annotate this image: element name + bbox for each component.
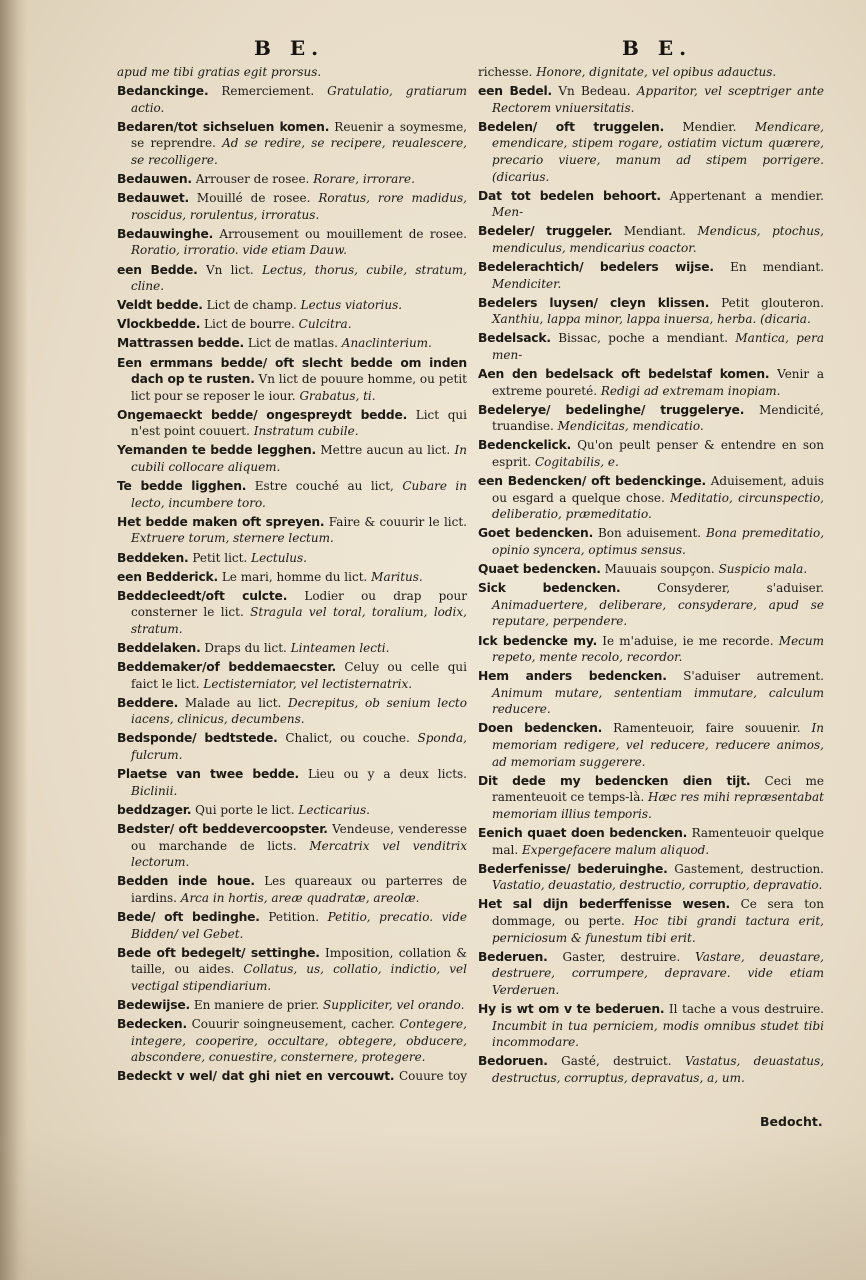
latin-gloss: Bona premeditatio, opinio syncera, optimus sensus. <box>492 526 824 558</box>
french-gloss: Bissac, poche a mendiant. <box>558 331 728 346</box>
latin-gloss: Mendicitas, mendicatio. <box>557 419 704 434</box>
french-gloss: Ramenteuoir, faire souuenir. <box>613 721 801 736</box>
french-gloss: Ie m'aduise, ie me recorde. <box>602 633 774 648</box>
dictionary-entry <box>478 330 824 363</box>
french-gloss: Lieu ou y a deux licts. <box>307 767 467 782</box>
dictionary-entry <box>478 668 824 718</box>
headword: Bedewijse. <box>117 997 190 1012</box>
french-gloss: Les quareaux ou parterres de iardins. <box>131 874 467 905</box>
headword: Hem anders bedencken. <box>478 669 667 684</box>
french-gloss: Venir a extreme poureté. <box>492 367 824 398</box>
headword: Bedelers luysen/ cleyn klissen. <box>478 295 710 310</box>
dictionary-entry <box>117 226 467 259</box>
headword: Quaet bedencken. <box>478 562 601 577</box>
headword: Bedsponde/ bedtstede. <box>117 731 278 746</box>
headword: Bedden inde houe. <box>117 874 255 889</box>
dictionary-entry <box>117 730 467 763</box>
dictionary-entry <box>117 1016 467 1066</box>
dictionary-entry <box>117 1068 467 1084</box>
latin-gloss: Vastatio, deuastatio, destructio, corruptio, depravatio. <box>492 878 823 893</box>
headword: Eenich quaet doen bedencken. <box>478 826 688 841</box>
headword: Bedaren/tot sichseluen komen. <box>117 119 330 134</box>
french-gloss: Arrousement ou mouillement de rosee. <box>219 226 467 241</box>
latin-gloss: Redigi ad extremam inopiam. <box>600 383 781 398</box>
french-gloss: Petition. <box>268 909 320 924</box>
headword: Vlockbedde. <box>117 317 201 332</box>
dictionary-entry <box>117 640 467 657</box>
latin-gloss: Petitio, precatio. vide Bidden/ vel Gebet. <box>131 909 467 941</box>
running-header-left: B E. <box>254 36 325 60</box>
french-gloss: Couure toy <box>398 1069 467 1084</box>
dictionary-entry <box>117 407 467 440</box>
dictionary-entry <box>117 945 467 995</box>
dictionary-entry <box>478 580 824 630</box>
french-gloss: Qu'on peult penser & entendre en son esprit. <box>492 438 824 470</box>
latin-gloss: Mecum repeto, mente recolo, recordor. <box>492 633 824 665</box>
latin-gloss: apud me tibi gratias egit prorsus. <box>117 65 322 79</box>
dictionary-entry <box>117 802 467 819</box>
latin-gloss: Lectulus. <box>251 550 307 565</box>
headword: Bedelen/ oft truggelen. <box>478 119 665 134</box>
latin-gloss: Hæc res mihi repræsentabat memoriam illius temporis. <box>492 790 824 821</box>
dictionary-entry <box>478 473 824 523</box>
headword: Het sal dijn bederffenisse wesen. <box>478 897 731 912</box>
french-gloss: Mendiant. <box>623 224 686 239</box>
french-gloss: Il tache a vous destruire. <box>668 1001 824 1016</box>
headword: Beddecleedt/oft culcte. <box>117 588 288 603</box>
dictionary-entry <box>478 1053 824 1084</box>
dictionary-entry <box>478 896 824 946</box>
headword: Bedeler/ truggeler. <box>478 224 613 239</box>
latin-gloss: Apparitor, vel sceptriger ante Rectorem vniuersitatis. <box>492 84 824 115</box>
french-gloss: Draps du lict. <box>204 641 287 655</box>
headword: Goet bedencken. <box>478 526 594 541</box>
latin-gloss: Cogitabilis, e. <box>534 455 619 470</box>
headword: Bederuen. <box>478 949 548 964</box>
french-gloss: Mauuais soupçon. <box>604 562 715 577</box>
headword: Beddemaker/of beddemaecster. <box>117 660 336 675</box>
latin-gloss: Decrepitus, ob senium lecto iacens, clinicus, decumbens. <box>131 695 467 727</box>
french-gloss: Ramenteuoir quelque mal. <box>492 826 824 857</box>
french-gloss: Bon aduisement. <box>597 526 702 541</box>
headword: een Bedel. <box>478 84 552 99</box>
latin-gloss: Anaclinterium. <box>341 336 432 351</box>
headword: Ick bedencke my. <box>478 633 598 648</box>
latin-gloss: Instratum cubile. <box>253 424 359 439</box>
headword: een Bedencken/ oft bedenckinge. <box>478 474 707 489</box>
headword: Bedoruen. <box>478 1054 548 1069</box>
headword: Beddeken. <box>117 550 189 565</box>
french-gloss: Mendicité, truandise. <box>492 402 824 434</box>
latin-gloss: Hoc tibi grandi tactura erit, perniciosum & funestum tibi erit. <box>492 914 824 945</box>
latin-gloss: Suppliciter, vel orando. <box>322 997 465 1012</box>
french-gloss: Gaster, destruire. <box>562 949 681 964</box>
headword: Bedecken. <box>117 1016 187 1031</box>
french-gloss: Consyderer, s'aduiser. <box>657 581 824 596</box>
french-gloss: Vn Bedeau. <box>558 84 631 99</box>
latin-gloss: Sponda, fulcrum. <box>131 731 467 763</box>
french-gloss: Lodier ou drap pour consterner le lict. <box>131 588 467 620</box>
latin-gloss: Gratulatio, gratiarum actio. <box>131 84 467 115</box>
headword: Veldt bedde. <box>117 298 203 313</box>
dictionary-entry <box>117 821 467 871</box>
french-gloss: En mendiant. <box>730 260 824 275</box>
latin-gloss: Grabatus, ti. <box>299 388 376 403</box>
headword: Bedelerachtich/ bedelers wijse. <box>478 260 714 275</box>
dictionary-entry <box>117 514 467 547</box>
dictionary-entry <box>478 259 824 292</box>
latin-gloss: Culcitra. <box>298 317 352 332</box>
headword: Bedanckinge. <box>117 84 209 99</box>
french-gloss: Celuy ou celle qui faict le lict. <box>131 660 467 691</box>
french-gloss: Estre couché au lict, <box>254 479 394 494</box>
dictionary-entry <box>117 190 467 223</box>
headword: een Bedde. <box>117 262 198 277</box>
latin-gloss: Rorare, irrorare. <box>313 172 415 187</box>
french-gloss: Lict qui n'est point couuert. <box>131 407 467 439</box>
dictionary-entry <box>478 295 824 328</box>
dictionary-entry <box>478 119 824 185</box>
french-gloss: Mettre aucun au lict. <box>320 443 451 458</box>
dictionary-entry <box>478 83 824 116</box>
dictionary-entry <box>478 825 824 858</box>
french-gloss: Imposition, collation & taille, ou aides. <box>131 945 467 977</box>
dictionary-entry <box>117 64 467 81</box>
french-gloss: Couurir soingneusement, cacher. <box>191 1016 395 1031</box>
latin-gloss: Incumbit in tua perniciem, modis omnibus studet tibi incommodare. <box>492 1018 824 1050</box>
dictionary-entry <box>117 442 467 475</box>
latin-gloss: Mantica, pera men- <box>492 331 824 362</box>
french-gloss: Mendier. <box>682 119 737 134</box>
dictionary-entry <box>117 659 467 692</box>
latin-gloss: Men- <box>492 205 524 220</box>
dictionary-entry <box>478 720 824 770</box>
headword: Doen bedencken. <box>478 721 603 736</box>
latin-gloss: In memoriam redigere, vel reducere, reducere animos, ad memoriam suggerere. <box>492 721 824 769</box>
french-gloss: Mouillé de rosee. <box>196 191 311 206</box>
dictionary-entry <box>478 1001 824 1051</box>
headword: Het bedde maken oft spreyen. <box>117 514 325 529</box>
french-gloss: En maniere de prier. <box>193 997 320 1012</box>
french-gloss: Le mari, homme du lict. <box>221 569 368 584</box>
dictionary-entry <box>117 316 467 333</box>
dictionary-entry <box>117 588 467 638</box>
dictionary-entry <box>478 633 824 666</box>
dictionary-entry <box>117 335 467 352</box>
headword: Bedauwet. <box>117 191 190 206</box>
dictionary-entry <box>117 297 467 314</box>
latin-gloss: Cubare in lecto, incumbere toro. <box>131 479 467 510</box>
dictionary-entry <box>478 773 824 823</box>
french-gloss: Malade au lict. <box>184 695 282 710</box>
latin-gloss: Collatus, us, collatio, indictio, vel vectigal stipendiarium. <box>131 962 467 993</box>
latin-gloss: Lectisterniator, vel lectisternatrix. <box>203 676 413 691</box>
headword: Plaetse van twee bedde. <box>117 767 299 782</box>
french-gloss: Aduisement, aduis ou esgard a quelque chose. <box>492 474 824 505</box>
dictionary-entry <box>478 402 824 435</box>
french-gloss: Gasté, destruict. <box>561 1054 672 1069</box>
headword: Te bedde ligghen. <box>117 479 247 494</box>
french-gloss: Remerciement. <box>221 84 315 99</box>
latin-gloss: Stragula vel toral, toralium, lodix, stratum. <box>131 605 467 636</box>
headword: Bedauwinghe. <box>117 226 214 241</box>
latin-gloss: Roratus, rore madidus, roscidus, rorulentus, irroratus. <box>131 191 467 222</box>
headword: Bedauwen. <box>117 172 192 187</box>
headword: Hy is wt om v te bederuen. <box>478 1001 665 1016</box>
headword: Bedenckelick. <box>478 438 572 453</box>
dictionary-entry <box>117 873 467 906</box>
dictionary-entry <box>478 188 824 221</box>
french-gloss: Lict de matlas. <box>247 336 338 351</box>
latin-gloss: Expergefacere malum aliquod. <box>522 842 710 857</box>
latin-gloss: Xanthiu, lappa minor, lappa inuersa, herba. (dicaria. <box>492 312 811 327</box>
french-gloss: Faire & couurir le lict. <box>328 514 467 529</box>
french-gloss: richesse. <box>478 65 533 79</box>
latin-gloss: Biclinii. <box>131 783 178 798</box>
headword: Aen den bedelsack oft bedelstaf komen. <box>478 367 770 382</box>
french-gloss: Vn lict. <box>205 262 254 277</box>
book-gutter <box>0 0 28 1280</box>
catchword: Bedocht. <box>760 1114 823 1129</box>
french-gloss: Reuenir a soymesme, se reprendre. <box>131 119 467 151</box>
dictionary-entry <box>478 949 824 999</box>
french-gloss: Chalict, ou couche. <box>285 731 410 746</box>
french-gloss: Arrouser de rosee. <box>195 172 310 187</box>
dictionary-entry <box>117 550 467 567</box>
latin-gloss: Contegere, integere, cooperire, occultare, obtegere, obducere, abscondere, conuestire, consternere, protegere. <box>131 1016 467 1065</box>
latin-gloss: Mercatrix vel venditrix lectorum. <box>131 838 467 870</box>
french-gloss: Petit lict. <box>192 550 248 565</box>
headword: Bedelerye/ bedelinghe/ truggelerye. <box>478 402 745 417</box>
dictionary-entry <box>478 525 824 558</box>
left-column <box>117 64 467 1084</box>
latin-gloss: Lecticarius. <box>298 802 370 817</box>
dictionary-entry <box>478 437 824 470</box>
headword: Bedelsack. <box>478 331 551 346</box>
latin-gloss: Linteamen lecti. <box>290 641 390 655</box>
latin-gloss: Vastatus, deuastatus, destructus, corruptus, depravatus, a, um. <box>492 1054 824 1084</box>
dictionary-entry <box>478 223 824 256</box>
headword: een Bedderick. <box>117 569 218 584</box>
dictionary-entry <box>117 766 467 799</box>
latin-gloss: Maritus. <box>371 569 423 584</box>
page-shading <box>0 1130 866 1280</box>
french-gloss: Lict de bourre. <box>204 317 295 332</box>
french-gloss: Vn lict de pouure homme, ou petit lict pour se reposer le iour. <box>131 372 467 403</box>
latin-gloss: Lectus viatorius. <box>300 298 403 313</box>
headword: Mattrassen bedde. <box>117 336 245 351</box>
latin-gloss: Arca in hortis, areæ quadratæ, areolæ. <box>180 890 420 905</box>
headword: Bedeckt v wel/ dat ghi niet en vercouwt. <box>117 1069 395 1084</box>
headword: Beddere. <box>117 695 179 710</box>
latin-gloss: Suspicio mala. <box>718 562 808 577</box>
latin-gloss: Ad se redire, se recipere, reualescere, se recolligere. <box>131 136 467 167</box>
french-gloss: Vendeuse, venderesse ou marchande de licts. <box>131 821 467 853</box>
latin-gloss: Mendicus, ptochus, mendiculus, mendicarius coactor. <box>492 224 824 255</box>
latin-gloss: Animaduertere, deliberare, consyderare, apud se reputare, perpendere. <box>492 597 824 629</box>
headword: Dit dede my bedencken dien tijt. <box>478 773 751 788</box>
french-gloss: Petit glouteron. <box>721 295 824 310</box>
right-column <box>478 64 824 1084</box>
dictionary-entry <box>478 861 824 894</box>
headword: Bede oft bedegelt/ settinghe. <box>117 945 320 960</box>
latin-gloss: Mendicare, emendicare, stipem rogare, ostiatim victum quærere, precario viuere, manum ad stipem porrigere. (dicarius. <box>492 119 824 184</box>
dictionary-entry <box>478 366 824 399</box>
dictionary-entry <box>117 355 467 405</box>
french-gloss: S'aduiser autrement. <box>683 669 824 684</box>
headword: Bederfenisse/ bederuinghe. <box>478 861 668 876</box>
headword: Beddelaken. <box>117 641 201 655</box>
french-gloss: Ce sera ton dommage, ou perte. <box>492 897 824 928</box>
french-gloss: Appertenant a mendier. <box>669 188 824 203</box>
latin-gloss: Honore, dignitate, vel opibus adauctus. <box>536 65 777 79</box>
latin-gloss: Mendiciter. <box>492 276 562 291</box>
headword: Dat tot bedelen behoort. <box>478 188 661 203</box>
headword: Bede/ oft bedinghe. <box>117 909 260 924</box>
french-gloss: Ceci me ramenteuoit ce temps-là. <box>492 773 824 805</box>
latin-gloss: Meditatio, circunspectio, deliberatio, præmeditatio. <box>492 490 824 522</box>
dictionary-entry <box>117 171 467 188</box>
running-header-right: B E. <box>622 36 693 60</box>
dictionary-entry <box>117 83 467 116</box>
latin-gloss: In cubili collocare aliquem. <box>131 443 467 475</box>
dictionary-entry <box>117 909 467 942</box>
latin-gloss: Vastare, deuastare, destruere, corrumpere, depravare. vide etiam Verderuen. <box>492 949 824 997</box>
headword: beddzager. <box>117 802 192 817</box>
headword: Sick bedencken. <box>478 581 621 596</box>
latin-gloss: Extruere torum, sternere lectum. <box>131 531 334 546</box>
dictionary-entry <box>117 478 467 511</box>
dictionary-entry <box>117 695 467 728</box>
dictionary-entry <box>117 997 467 1014</box>
dictionary-entry <box>478 64 824 81</box>
dictionary-entry <box>478 561 824 578</box>
latin-gloss: Roratio, irroratio. vide etiam Dauw. <box>131 243 347 258</box>
headword: Yemanden te bedde legghen. <box>117 443 317 458</box>
french-gloss: Lict de champ. <box>206 298 297 313</box>
headword: Bedster/ oft beddevercoopster. <box>117 821 328 836</box>
french-gloss: Gastement, destruction. <box>674 861 824 876</box>
headword: Een ermmans bedde/ oft slecht bedde om inden dach op te rusten. <box>117 355 467 387</box>
french-gloss: Qui porte le lict. <box>195 802 295 817</box>
dictionary-entry <box>117 569 467 586</box>
latin-gloss: Lectus, thorus, cubile, stratum, cline. <box>131 262 467 294</box>
dictionary-entry <box>117 262 467 295</box>
headword: Ongemaeckt bedde/ ongespreydt bedde. <box>117 407 408 422</box>
latin-gloss: Animum mutare, sententiam immutare, calculum reducere. <box>492 685 824 717</box>
dictionary-entry <box>117 119 467 169</box>
